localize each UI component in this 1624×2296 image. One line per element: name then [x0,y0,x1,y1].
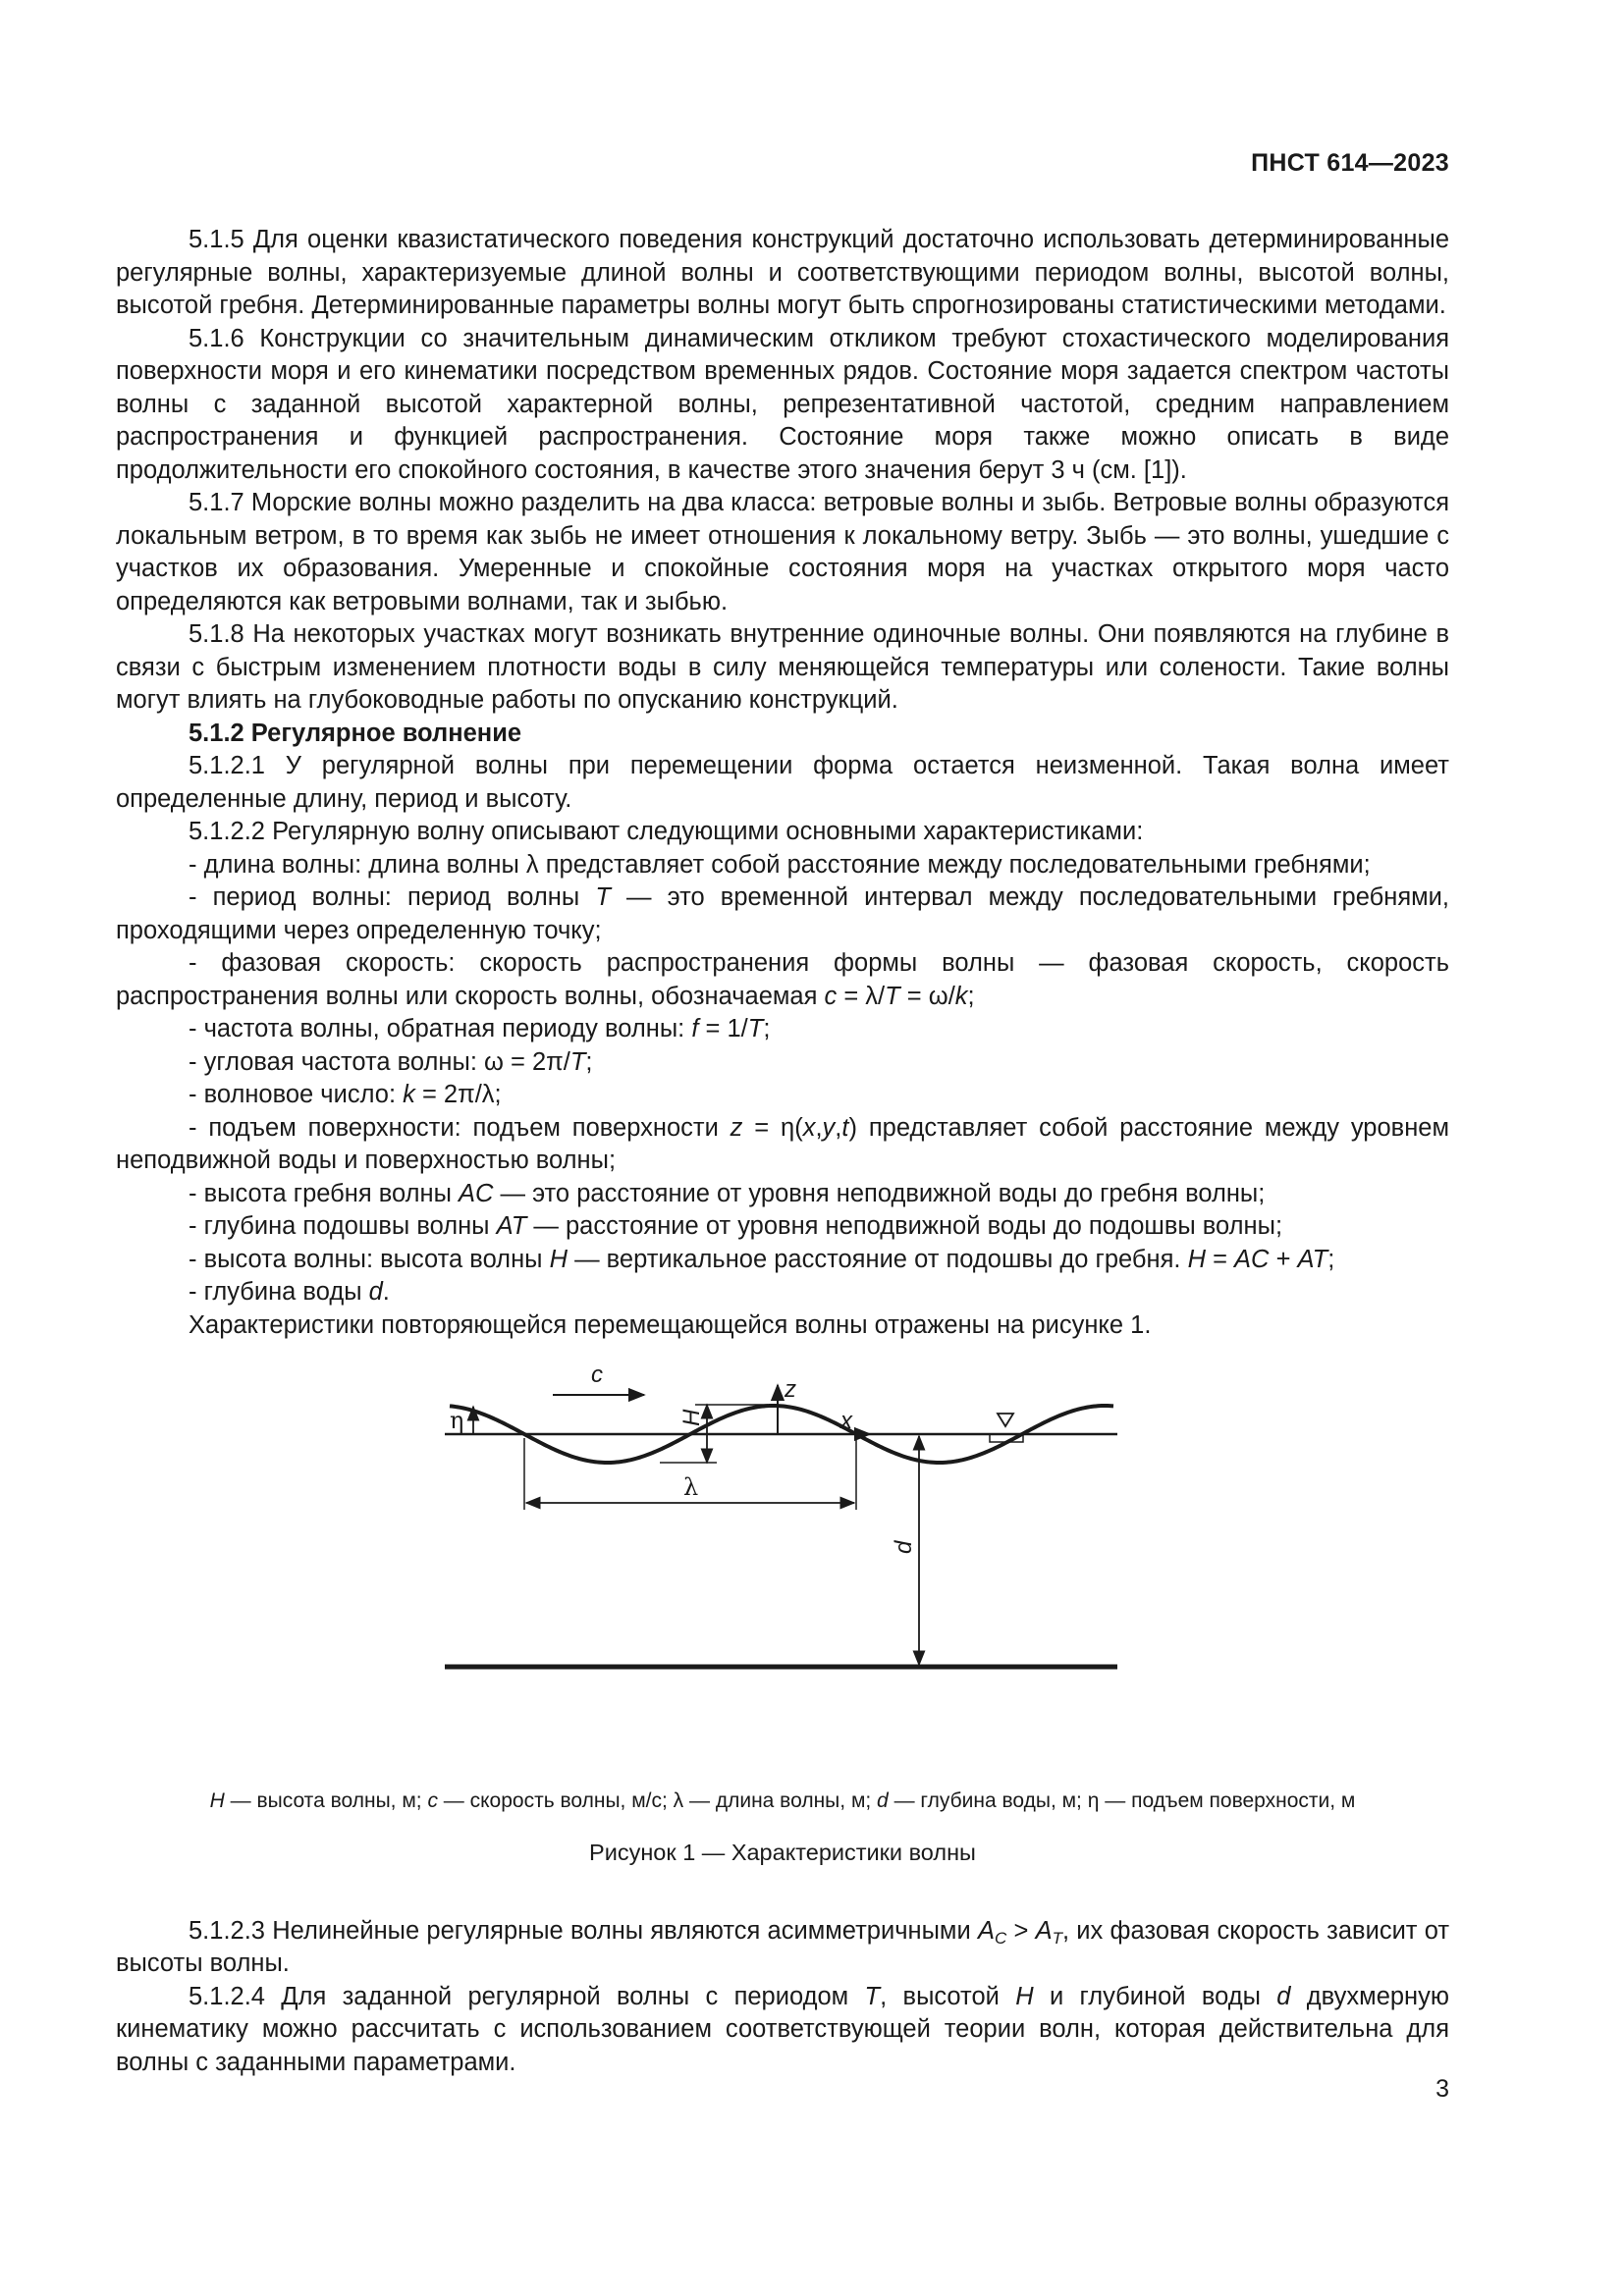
paragraph-5-1-6: 5.1.6 Конструкции со значительным динамическим откликом требуют стохастического моделирования поверхности моря и его кинематики посредством временных рядов. Состояние моря задается спектром частоты волны с заданной высотой характерной волны, репрезентативной частотой, средним направлением распространения и функцией распространения. Состояние моря также можно описать в виде продолжительности его спокойного состояния, в качестве этого значения берут 3 ч (см. [1]). [116,324,1449,484]
wave-characteristics-figure [116,1348,1449,1770]
list-item-water-depth: - глубина воды d. [189,1278,390,1306]
label-d: d [891,1540,917,1554]
list-item-wave-number: - волновое число: k = 2π/λ; [189,1081,502,1108]
paragraph-5-1-5: 5.1.5 Для оценки квазистатического поведения конструкций достаточно использовать детерминированные регулярные волны, характеризуемые длиной волны и соответствующими периодом волны, высотой волны, высотой гребня. Детерминированные параметры волны могут быть спрогнозированы статистическими методами. [116,226,1449,319]
label-H: H [678,1409,705,1426]
figure-legend: H — высота волны, м; c — скорость волны, м/с; λ — длина волны, м; d — глубина воды, м; η — подъем поверхности, м [209,1789,1356,1812]
label-x: x [840,1408,852,1434]
list-item-frequency: - частота волны, обратная периоду волны: f = 1/T; [189,1015,771,1042]
page-number: 3 [1435,2075,1449,2103]
paragraph-5-1-2-2: 5.1.2.2 Регулярную волну описывают следующими основными характеристиками: [189,818,1144,845]
paragraph-5-1-2-3: 5.1.2.3 Нелинейные регулярные волны являются асимметричными $A_C > A_T$, их фазовая скорость зависит от высоты волны. [116,1916,1450,1977]
paragraph-5-1-2-4: 5.1.2.4 Для заданной регулярной волны с периодом T, высотой H и глубиной воды d двухмерную кинематику можно рассчитать с использованием соответствующей теории волн, которая действительна для волны с заданными параметрами. [116,1982,1450,2076]
list-item-surface-elevation: - подъем поверхности: подъем поверхности z = η(x,y,t) представляет собой расстояние между уровнем неподвижной воды и поверхностью волны; [116,1113,1449,1174]
list-item-phase-speed: - фазовая скорость: скорость распространения формы волны — фазовая скорость, скорость распространения волны или скорость волны, обозначаемая c = λ/T = ω/k; [116,949,1449,1010]
list-item-angular-frequency: - угловая частота волны: ω = 2π/T; [189,1047,593,1076]
list-item-period: - период волны: период волны T — это временной интервал между последовательными гребнями, проходящими через определенную точку; [116,883,1449,944]
paragraph-5-1-2-1: 5.1.2.1 У регулярной волны при перемещении форма остается неизменной. Такая волна имеет определенные длину, период и высоту. [116,752,1449,813]
list-item-wavelength: - длина волны: длина волны λ представляет собой расстояние между последовательными гребнями; [189,850,1371,879]
label-eta: η [450,1407,464,1434]
list-item-trough-depth: - глубина подошвы волны AT — расстояние от уровня неподвижной воды до подошвы волны; [189,1212,1283,1240]
wave-diagram [116,1348,1449,1770]
document-body [116,224,1449,2079]
label-c: c [591,1362,603,1388]
label-lambda: λ [683,1473,699,1501]
list-item-crest-height: - высота гребня волны AC — это расстояние от уровня неподвижной воды до гребня волны; [189,1179,1266,1207]
label-z: z [785,1376,796,1403]
paragraph-5-1-8: 5.1.8 На некоторых участках могут возникать внутренние одиночные волны. Они появляются на глубине в связи с быстрым изменением плотности воды в силу меняющейся температуры или солености. Такие волны могут влиять на глубоководные работы по опусканию конструкций. [116,620,1449,714]
list-item-wave-height: - высота волны: высота волны H — вертикальное расстояние от подошвы до гребня. H = AC + AT; [189,1245,1335,1273]
paragraph-5-1-7: 5.1.7 Морские волны можно разделить на два класса: ветровые волны и зыбь. Ветровые волны образуются локальным ветром, в то время как зыбь не имеет отношения к локальному ветру. Зыбь — это волны, ушедшие с участков их образования. Умеренные и спокойные состояния моря на участках открытого моря часто определяются как ветровыми волнами, так и зыбью. [116,489,1449,615]
document-code: ПНСТ 614—2023 [1251,149,1449,177]
figure-caption: Рисунок 1 — Характеристики волны [589,1840,976,1865]
figure-intro-text: Характеристики повторяющейся перемещающейся волны отражены на рисунке 1. [189,1310,1152,1339]
section-heading-5-1-2: 5.1.2 Регулярное волнение [189,719,522,747]
